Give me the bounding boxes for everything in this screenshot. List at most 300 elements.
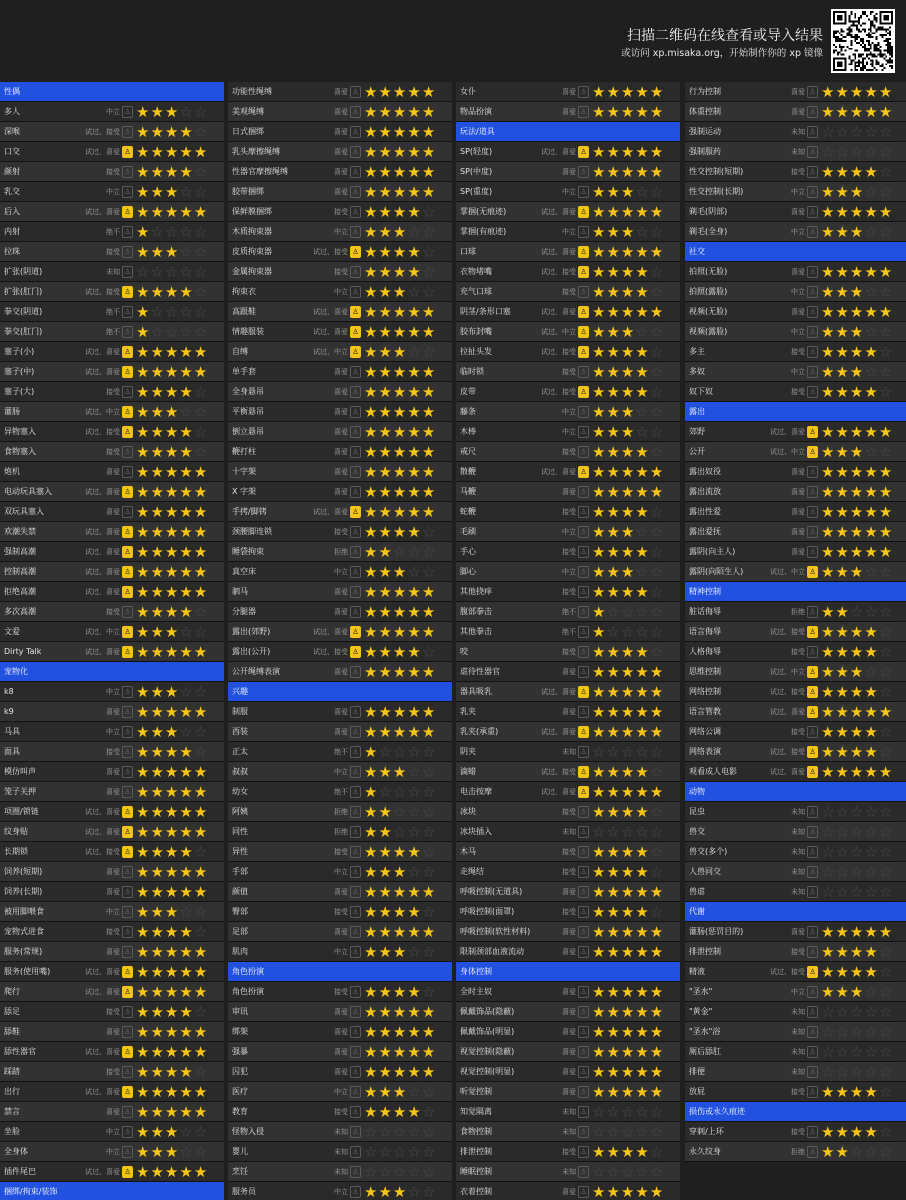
item-row[interactable] bbox=[0, 582, 224, 602]
star-filled-icon[interactable]: ★ bbox=[421, 923, 437, 941]
star-empty-icon[interactable]: ☆ bbox=[864, 983, 879, 1001]
star-filled-icon[interactable]: ★ bbox=[421, 503, 437, 521]
untried-icon[interactable]: ♙ bbox=[122, 946, 133, 958]
item-row[interactable] bbox=[228, 862, 452, 882]
star-filled-icon[interactable]: ★ bbox=[407, 503, 422, 521]
star-empty-icon[interactable]: ☆ bbox=[606, 743, 621, 761]
star-filled-icon[interactable]: ★ bbox=[821, 923, 836, 941]
star-filled-icon[interactable]: ★ bbox=[392, 323, 408, 341]
untried-icon[interactable]: ♙ bbox=[122, 1106, 133, 1118]
rating-stars[interactable] bbox=[592, 1162, 664, 1182]
star-empty-icon[interactable]: ☆ bbox=[649, 503, 665, 521]
star-filled-icon[interactable]: ★ bbox=[592, 523, 607, 541]
star-filled-icon[interactable]: ★ bbox=[179, 783, 194, 801]
star-filled-icon[interactable]: ★ bbox=[136, 163, 151, 181]
star-filled-icon[interactable]: ★ bbox=[592, 843, 607, 861]
star-empty-icon[interactable]: ☆ bbox=[421, 903, 437, 921]
star-filled-icon[interactable]: ★ bbox=[179, 283, 194, 301]
star-filled-icon[interactable]: ★ bbox=[592, 343, 607, 361]
item-row[interactable] bbox=[685, 1122, 906, 1142]
rating-stars[interactable] bbox=[136, 602, 208, 622]
untried-icon[interactable]: ♙ bbox=[807, 186, 818, 198]
star-filled-icon[interactable]: ★ bbox=[421, 703, 437, 721]
star-filled-icon[interactable]: ★ bbox=[392, 303, 408, 321]
item-row[interactable] bbox=[0, 622, 224, 642]
star-filled-icon[interactable]: ★ bbox=[179, 863, 194, 881]
star-filled-icon[interactable]: ★ bbox=[821, 523, 836, 541]
star-filled-icon[interactable]: ★ bbox=[193, 483, 209, 501]
star-empty-icon[interactable]: ☆ bbox=[649, 183, 665, 201]
star-filled-icon[interactable]: ★ bbox=[378, 863, 393, 881]
star-filled-icon[interactable]: ★ bbox=[635, 803, 650, 821]
star-empty-icon[interactable]: ☆ bbox=[878, 983, 894, 1001]
item-row[interactable] bbox=[0, 882, 224, 902]
star-empty-icon[interactable]: ☆ bbox=[635, 223, 650, 241]
star-filled-icon[interactable]: ★ bbox=[364, 503, 379, 521]
star-filled-icon[interactable]: ★ bbox=[378, 1023, 393, 1041]
item-row[interactable] bbox=[685, 1062, 906, 1082]
star-filled-icon[interactable]: ★ bbox=[136, 923, 151, 941]
star-filled-icon[interactable]: ★ bbox=[635, 543, 650, 561]
untried-icon[interactable]: ♙ bbox=[350, 226, 361, 238]
star-filled-icon[interactable]: ★ bbox=[392, 403, 408, 421]
star-empty-icon[interactable]: ☆ bbox=[179, 223, 194, 241]
item-row[interactable] bbox=[228, 582, 452, 602]
untried-icon[interactable]: ♙ bbox=[807, 326, 818, 338]
item-row[interactable] bbox=[456, 222, 680, 242]
rating-stars[interactable] bbox=[821, 802, 893, 822]
untried-icon[interactable]: ♙ bbox=[122, 1146, 133, 1158]
star-filled-icon[interactable]: ★ bbox=[150, 123, 165, 141]
item-row[interactable] bbox=[228, 182, 452, 202]
star-filled-icon[interactable]: ★ bbox=[364, 203, 379, 221]
untried-icon[interactable]: ♙ bbox=[807, 266, 818, 278]
untried-icon[interactable]: ♙ bbox=[578, 86, 589, 98]
star-empty-icon[interactable]: ☆ bbox=[649, 1123, 665, 1141]
star-filled-icon[interactable]: ★ bbox=[821, 623, 836, 641]
star-empty-icon[interactable]: ☆ bbox=[821, 1043, 836, 1061]
tried-icon[interactable]: ♙ bbox=[122, 1086, 133, 1098]
item-row[interactable] bbox=[228, 722, 452, 742]
star-filled-icon[interactable]: ★ bbox=[364, 123, 379, 141]
star-filled-icon[interactable]: ★ bbox=[193, 763, 209, 781]
star-filled-icon[interactable]: ★ bbox=[364, 463, 379, 481]
untried-icon[interactable]: ♙ bbox=[578, 666, 589, 678]
item-row[interactable] bbox=[228, 802, 452, 822]
star-empty-icon[interactable]: ☆ bbox=[392, 1163, 408, 1181]
untried-icon[interactable]: ♙ bbox=[578, 366, 589, 378]
untried-icon[interactable]: ♙ bbox=[578, 186, 589, 198]
star-empty-icon[interactable]: ☆ bbox=[378, 743, 393, 761]
star-filled-icon[interactable]: ★ bbox=[179, 583, 194, 601]
star-empty-icon[interactable]: ☆ bbox=[835, 1063, 850, 1081]
star-filled-icon[interactable]: ★ bbox=[407, 243, 422, 261]
star-filled-icon[interactable]: ★ bbox=[378, 763, 393, 781]
star-filled-icon[interactable]: ★ bbox=[164, 503, 180, 521]
star-filled-icon[interactable]: ★ bbox=[150, 603, 165, 621]
star-filled-icon[interactable]: ★ bbox=[164, 1083, 180, 1101]
rating-stars[interactable] bbox=[364, 182, 436, 202]
star-filled-icon[interactable]: ★ bbox=[592, 783, 607, 801]
rating-stars[interactable] bbox=[821, 842, 893, 862]
star-empty-icon[interactable]: ☆ bbox=[649, 823, 665, 841]
star-filled-icon[interactable]: ★ bbox=[635, 1143, 650, 1161]
star-filled-icon[interactable]: ★ bbox=[620, 323, 636, 341]
star-filled-icon[interactable]: ★ bbox=[164, 403, 180, 421]
rating-stars[interactable] bbox=[592, 202, 664, 222]
star-filled-icon[interactable]: ★ bbox=[179, 443, 194, 461]
star-filled-icon[interactable]: ★ bbox=[592, 583, 607, 601]
rating-stars[interactable] bbox=[821, 1002, 893, 1022]
untried-icon[interactable]: ♙ bbox=[122, 266, 133, 278]
untried-icon[interactable]: ♙ bbox=[578, 226, 589, 238]
rating-stars[interactable] bbox=[364, 1142, 436, 1162]
star-filled-icon[interactable]: ★ bbox=[592, 1043, 607, 1061]
star-empty-icon[interactable]: ☆ bbox=[150, 303, 165, 321]
item-row[interactable] bbox=[0, 122, 224, 142]
star-empty-icon[interactable]: ☆ bbox=[421, 283, 437, 301]
star-filled-icon[interactable]: ★ bbox=[407, 383, 422, 401]
star-filled-icon[interactable]: ★ bbox=[620, 943, 636, 961]
star-filled-icon[interactable]: ★ bbox=[407, 1103, 422, 1121]
star-filled-icon[interactable]: ★ bbox=[592, 423, 607, 441]
star-empty-icon[interactable]: ☆ bbox=[150, 263, 165, 281]
star-empty-icon[interactable]: ☆ bbox=[649, 743, 665, 761]
star-filled-icon[interactable]: ★ bbox=[849, 663, 865, 681]
rating-stars[interactable] bbox=[821, 822, 893, 842]
star-filled-icon[interactable]: ★ bbox=[864, 163, 879, 181]
star-filled-icon[interactable]: ★ bbox=[421, 723, 437, 741]
untried-icon[interactable]: ♙ bbox=[122, 186, 133, 198]
untried-icon[interactable]: ♙ bbox=[350, 86, 361, 98]
star-filled-icon[interactable]: ★ bbox=[150, 383, 165, 401]
item-row[interactable] bbox=[456, 282, 680, 302]
star-filled-icon[interactable]: ★ bbox=[150, 1123, 165, 1141]
star-empty-icon[interactable]: ☆ bbox=[407, 943, 422, 961]
star-filled-icon[interactable]: ★ bbox=[864, 743, 879, 761]
rating-stars[interactable] bbox=[364, 142, 436, 162]
star-filled-icon[interactable]: ★ bbox=[364, 483, 379, 501]
item-row[interactable] bbox=[228, 742, 452, 762]
star-filled-icon[interactable]: ★ bbox=[364, 363, 379, 381]
star-filled-icon[interactable]: ★ bbox=[392, 1043, 408, 1061]
star-filled-icon[interactable]: ★ bbox=[164, 163, 180, 181]
star-empty-icon[interactable]: ☆ bbox=[179, 303, 194, 321]
star-filled-icon[interactable]: ★ bbox=[164, 763, 180, 781]
rating-stars[interactable] bbox=[136, 1022, 208, 1042]
star-filled-icon[interactable]: ★ bbox=[179, 383, 194, 401]
star-filled-icon[interactable]: ★ bbox=[649, 143, 665, 161]
rating-stars[interactable] bbox=[592, 262, 664, 282]
untried-icon[interactable]: ♙ bbox=[350, 1046, 361, 1058]
star-filled-icon[interactable]: ★ bbox=[421, 303, 437, 321]
star-filled-icon[interactable]: ★ bbox=[878, 703, 894, 721]
star-filled-icon[interactable]: ★ bbox=[592, 623, 607, 641]
star-filled-icon[interactable]: ★ bbox=[592, 183, 607, 201]
star-filled-icon[interactable]: ★ bbox=[620, 903, 636, 921]
star-filled-icon[interactable]: ★ bbox=[878, 423, 894, 441]
untried-icon[interactable]: ♙ bbox=[350, 886, 361, 898]
rating-stars[interactable] bbox=[136, 942, 208, 962]
star-filled-icon[interactable]: ★ bbox=[193, 883, 209, 901]
rating-stars[interactable] bbox=[364, 162, 436, 182]
rating-stars[interactable] bbox=[136, 382, 208, 402]
star-filled-icon[interactable]: ★ bbox=[849, 703, 865, 721]
item-row[interactable] bbox=[228, 1182, 452, 1200]
rating-stars[interactable] bbox=[136, 222, 208, 242]
star-filled-icon[interactable]: ★ bbox=[164, 1163, 180, 1181]
star-filled-icon[interactable]: ★ bbox=[392, 943, 408, 961]
star-filled-icon[interactable]: ★ bbox=[421, 403, 437, 421]
star-filled-icon[interactable]: ★ bbox=[179, 803, 194, 821]
rating-stars[interactable] bbox=[136, 422, 208, 442]
star-filled-icon[interactable]: ★ bbox=[407, 463, 422, 481]
star-filled-icon[interactable]: ★ bbox=[164, 243, 180, 261]
untried-icon[interactable]: ♙ bbox=[807, 106, 818, 118]
star-filled-icon[interactable]: ★ bbox=[592, 603, 607, 621]
star-empty-icon[interactable]: ☆ bbox=[878, 343, 894, 361]
star-filled-icon[interactable]: ★ bbox=[421, 1023, 437, 1041]
item-row[interactable] bbox=[0, 722, 224, 742]
item-row[interactable] bbox=[685, 802, 906, 822]
star-filled-icon[interactable]: ★ bbox=[606, 463, 621, 481]
star-filled-icon[interactable]: ★ bbox=[864, 83, 879, 101]
star-filled-icon[interactable]: ★ bbox=[179, 1103, 194, 1121]
tried-icon[interactable]: ♙ bbox=[122, 346, 133, 358]
star-empty-icon[interactable]: ☆ bbox=[592, 1123, 607, 1141]
star-empty-icon[interactable]: ☆ bbox=[649, 363, 665, 381]
star-filled-icon[interactable]: ★ bbox=[164, 203, 180, 221]
star-filled-icon[interactable]: ★ bbox=[136, 383, 151, 401]
star-filled-icon[interactable]: ★ bbox=[821, 183, 836, 201]
star-empty-icon[interactable]: ☆ bbox=[821, 1003, 836, 1021]
untried-icon[interactable]: ♙ bbox=[807, 1026, 818, 1038]
star-empty-icon[interactable]: ☆ bbox=[635, 323, 650, 341]
rating-stars[interactable] bbox=[592, 742, 664, 762]
star-empty-icon[interactable]: ☆ bbox=[864, 563, 879, 581]
star-empty-icon[interactable]: ☆ bbox=[878, 943, 894, 961]
star-filled-icon[interactable]: ★ bbox=[136, 503, 151, 521]
star-filled-icon[interactable]: ★ bbox=[150, 143, 165, 161]
untried-icon[interactable]: ♙ bbox=[807, 146, 818, 158]
item-row[interactable] bbox=[685, 982, 906, 1002]
item-row[interactable] bbox=[685, 822, 906, 842]
star-filled-icon[interactable]: ★ bbox=[392, 183, 408, 201]
star-empty-icon[interactable]: ☆ bbox=[849, 1003, 865, 1021]
star-filled-icon[interactable]: ★ bbox=[392, 1083, 408, 1101]
star-empty-icon[interactable]: ☆ bbox=[878, 643, 894, 661]
star-filled-icon[interactable]: ★ bbox=[364, 1103, 379, 1121]
star-empty-icon[interactable]: ☆ bbox=[635, 403, 650, 421]
star-empty-icon[interactable]: ☆ bbox=[407, 223, 422, 241]
star-filled-icon[interactable]: ★ bbox=[620, 803, 636, 821]
star-filled-icon[interactable]: ★ bbox=[407, 123, 422, 141]
star-filled-icon[interactable]: ★ bbox=[849, 323, 865, 341]
star-filled-icon[interactable]: ★ bbox=[592, 223, 607, 241]
rating-stars[interactable] bbox=[364, 1122, 436, 1142]
item-row[interactable] bbox=[456, 862, 680, 882]
rating-stars[interactable] bbox=[364, 422, 436, 442]
star-filled-icon[interactable]: ★ bbox=[620, 1043, 636, 1061]
star-empty-icon[interactable]: ☆ bbox=[407, 1183, 422, 1200]
star-filled-icon[interactable]: ★ bbox=[193, 563, 209, 581]
star-empty-icon[interactable]: ☆ bbox=[421, 763, 437, 781]
star-filled-icon[interactable]: ★ bbox=[179, 983, 194, 1001]
star-filled-icon[interactable]: ★ bbox=[164, 943, 180, 961]
star-empty-icon[interactable]: ☆ bbox=[849, 1143, 865, 1161]
star-filled-icon[interactable]: ★ bbox=[635, 343, 650, 361]
star-filled-icon[interactable]: ★ bbox=[849, 763, 865, 781]
untried-icon[interactable]: ♙ bbox=[807, 226, 818, 238]
star-empty-icon[interactable]: ☆ bbox=[635, 623, 650, 641]
star-filled-icon[interactable]: ★ bbox=[835, 523, 850, 541]
item-row[interactable] bbox=[685, 722, 906, 742]
star-empty-icon[interactable]: ☆ bbox=[635, 1103, 650, 1121]
star-filled-icon[interactable]: ★ bbox=[606, 703, 621, 721]
star-filled-icon[interactable]: ★ bbox=[193, 523, 209, 541]
star-filled-icon[interactable]: ★ bbox=[150, 923, 165, 941]
item-row[interactable] bbox=[685, 602, 906, 622]
item-row[interactable] bbox=[228, 702, 452, 722]
star-empty-icon[interactable]: ☆ bbox=[421, 643, 437, 661]
star-filled-icon[interactable]: ★ bbox=[821, 263, 836, 281]
star-filled-icon[interactable]: ★ bbox=[649, 483, 665, 501]
star-filled-icon[interactable]: ★ bbox=[635, 463, 650, 481]
item-row[interactable] bbox=[0, 1122, 224, 1142]
item-row[interactable] bbox=[456, 842, 680, 862]
rating-stars[interactable] bbox=[592, 942, 664, 962]
rating-stars[interactable] bbox=[821, 722, 893, 742]
star-filled-icon[interactable]: ★ bbox=[378, 243, 393, 261]
star-filled-icon[interactable]: ★ bbox=[864, 203, 879, 221]
untried-icon[interactable]: ♙ bbox=[807, 1046, 818, 1058]
star-empty-icon[interactable]: ☆ bbox=[407, 743, 422, 761]
star-empty-icon[interactable]: ☆ bbox=[821, 843, 836, 861]
untried-icon[interactable]: ♙ bbox=[350, 486, 361, 498]
star-filled-icon[interactable]: ★ bbox=[864, 923, 879, 941]
rating-stars[interactable] bbox=[592, 1042, 664, 1062]
star-filled-icon[interactable]: ★ bbox=[864, 463, 879, 481]
item-row[interactable] bbox=[685, 322, 906, 342]
star-filled-icon[interactable]: ★ bbox=[592, 363, 607, 381]
star-filled-icon[interactable]: ★ bbox=[835, 963, 850, 981]
star-filled-icon[interactable]: ★ bbox=[649, 923, 665, 941]
rating-stars[interactable] bbox=[821, 442, 893, 462]
star-filled-icon[interactable]: ★ bbox=[136, 1143, 151, 1161]
rating-stars[interactable] bbox=[821, 1142, 893, 1162]
star-filled-icon[interactable]: ★ bbox=[392, 723, 408, 741]
star-filled-icon[interactable]: ★ bbox=[364, 303, 379, 321]
star-filled-icon[interactable]: ★ bbox=[821, 943, 836, 961]
item-row[interactable] bbox=[228, 622, 452, 642]
star-filled-icon[interactable]: ★ bbox=[164, 143, 180, 161]
star-filled-icon[interactable]: ★ bbox=[407, 623, 422, 641]
item-row[interactable] bbox=[0, 642, 224, 662]
star-filled-icon[interactable]: ★ bbox=[592, 383, 607, 401]
item-row[interactable] bbox=[228, 262, 452, 282]
star-filled-icon[interactable]: ★ bbox=[164, 963, 180, 981]
star-filled-icon[interactable]: ★ bbox=[193, 583, 209, 601]
item-row[interactable] bbox=[456, 722, 680, 742]
star-empty-icon[interactable]: ☆ bbox=[606, 823, 621, 841]
untried-icon[interactable]: ♙ bbox=[807, 486, 818, 498]
star-filled-icon[interactable]: ★ bbox=[179, 163, 194, 181]
star-empty-icon[interactable]: ☆ bbox=[649, 263, 665, 281]
star-filled-icon[interactable]: ★ bbox=[649, 783, 665, 801]
star-filled-icon[interactable]: ★ bbox=[179, 1163, 194, 1181]
untried-icon[interactable]: ♙ bbox=[807, 286, 818, 298]
untried-icon[interactable]: ♙ bbox=[350, 786, 361, 798]
tried-icon[interactable]: ♙ bbox=[807, 746, 818, 758]
item-row[interactable] bbox=[456, 822, 680, 842]
tried-icon[interactable]: ♙ bbox=[122, 426, 133, 438]
star-filled-icon[interactable]: ★ bbox=[606, 363, 621, 381]
star-filled-icon[interactable]: ★ bbox=[136, 483, 151, 501]
item-row[interactable] bbox=[456, 82, 680, 102]
star-filled-icon[interactable]: ★ bbox=[635, 943, 650, 961]
rating-stars[interactable] bbox=[821, 462, 893, 482]
star-filled-icon[interactable]: ★ bbox=[392, 423, 408, 441]
untried-icon[interactable]: ♙ bbox=[350, 986, 361, 998]
star-filled-icon[interactable]: ★ bbox=[421, 883, 437, 901]
star-filled-icon[interactable]: ★ bbox=[849, 1123, 865, 1141]
star-empty-icon[interactable]: ☆ bbox=[179, 903, 194, 921]
star-filled-icon[interactable]: ★ bbox=[164, 383, 180, 401]
star-filled-icon[interactable]: ★ bbox=[150, 1063, 165, 1081]
star-empty-icon[interactable]: ☆ bbox=[864, 803, 879, 821]
star-filled-icon[interactable]: ★ bbox=[421, 423, 437, 441]
star-empty-icon[interactable]: ☆ bbox=[421, 203, 437, 221]
star-filled-icon[interactable]: ★ bbox=[849, 183, 865, 201]
item-row[interactable] bbox=[456, 542, 680, 562]
star-filled-icon[interactable]: ★ bbox=[635, 583, 650, 601]
star-empty-icon[interactable]: ☆ bbox=[378, 1123, 393, 1141]
untried-icon[interactable]: ♙ bbox=[350, 1106, 361, 1118]
star-filled-icon[interactable]: ★ bbox=[620, 683, 636, 701]
rating-stars[interactable] bbox=[592, 842, 664, 862]
star-empty-icon[interactable]: ☆ bbox=[878, 283, 894, 301]
untried-icon[interactable]: ♙ bbox=[122, 326, 133, 338]
star-filled-icon[interactable]: ★ bbox=[364, 803, 379, 821]
star-empty-icon[interactable]: ☆ bbox=[864, 123, 879, 141]
rating-stars[interactable] bbox=[821, 262, 893, 282]
star-filled-icon[interactable]: ★ bbox=[378, 583, 393, 601]
star-filled-icon[interactable]: ★ bbox=[407, 583, 422, 601]
untried-icon[interactable]: ♙ bbox=[350, 726, 361, 738]
star-filled-icon[interactable]: ★ bbox=[136, 283, 151, 301]
untried-icon[interactable]: ♙ bbox=[807, 946, 818, 958]
star-empty-icon[interactable]: ☆ bbox=[878, 1123, 894, 1141]
star-empty-icon[interactable]: ☆ bbox=[878, 1003, 894, 1021]
untried-icon[interactable]: ♙ bbox=[350, 846, 361, 858]
item-row[interactable] bbox=[685, 142, 906, 162]
star-filled-icon[interactable]: ★ bbox=[378, 1063, 393, 1081]
star-empty-icon[interactable]: ☆ bbox=[193, 183, 209, 201]
untried-icon[interactable]: ♙ bbox=[807, 606, 818, 618]
star-filled-icon[interactable]: ★ bbox=[821, 663, 836, 681]
star-filled-icon[interactable]: ★ bbox=[592, 143, 607, 161]
star-filled-icon[interactable]: ★ bbox=[835, 763, 850, 781]
rating-stars[interactable] bbox=[592, 902, 664, 922]
star-filled-icon[interactable]: ★ bbox=[378, 463, 393, 481]
star-filled-icon[interactable]: ★ bbox=[150, 1023, 165, 1041]
star-filled-icon[interactable]: ★ bbox=[649, 883, 665, 901]
tried-icon[interactable]: ♙ bbox=[122, 146, 133, 158]
star-filled-icon[interactable]: ★ bbox=[821, 203, 836, 221]
star-filled-icon[interactable]: ★ bbox=[164, 423, 180, 441]
star-filled-icon[interactable]: ★ bbox=[164, 1043, 180, 1061]
untried-icon[interactable]: ♙ bbox=[122, 1026, 133, 1038]
